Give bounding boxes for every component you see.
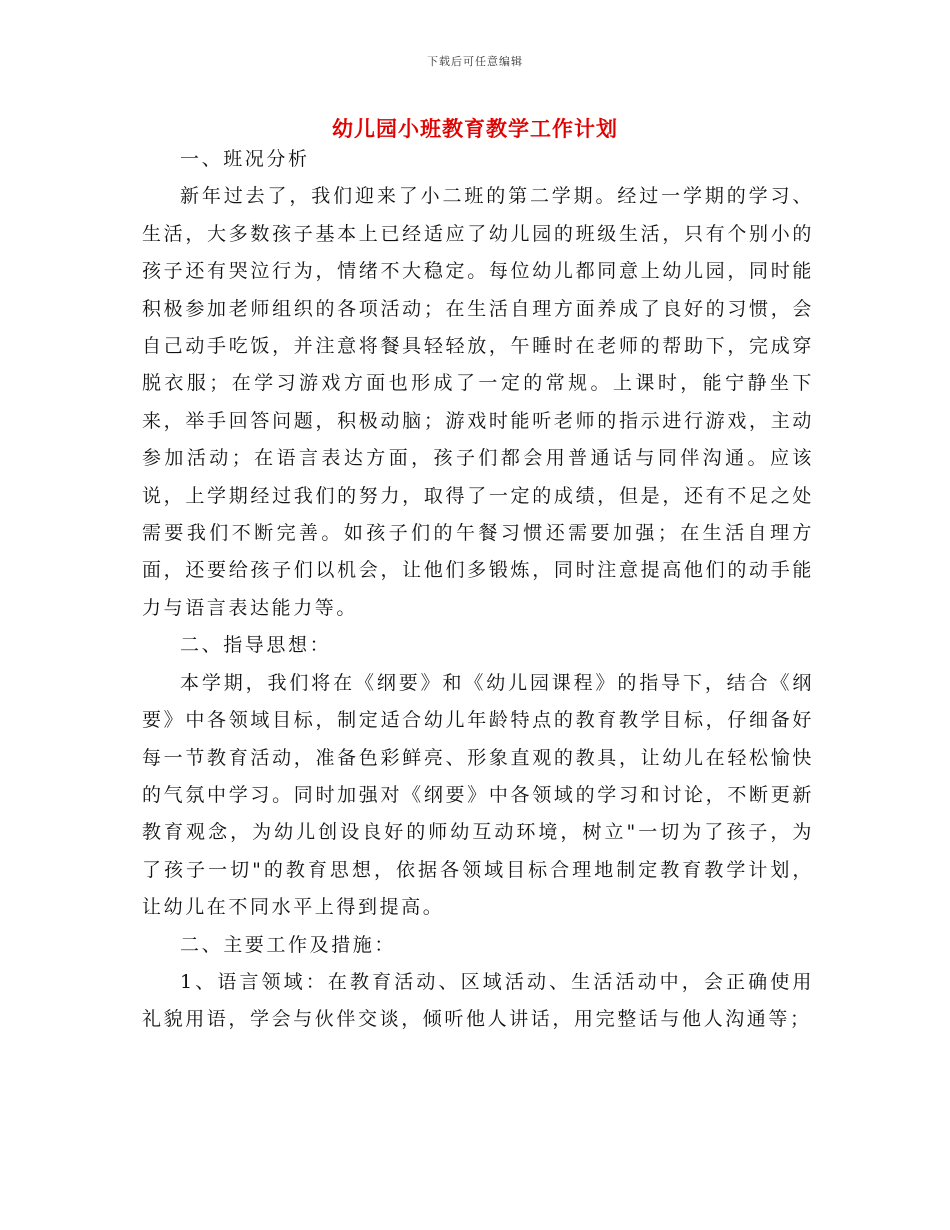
section-heading-guiding-ideology: 二、指导思想： <box>180 634 332 657</box>
paragraph-guiding-ideology: 本学期，我们将在《纲要》和《幼儿园课程》的指导下，结合《纲要》中各领域目标，制定适合幼儿年龄特点的教育教学目标，仔细备好每一节教育活动，准备色彩鲜亮、形象直观的教具，让幼儿在轻松愉快的气氛中学习。同时加强对《纲要》中各领域的学习和讨论，不断更新教育观念，为幼儿创设良好的师幼互动环境，树立"一切为了孩子，为了孩子一切"的教育思想，依据各领域目标合理地制定教育教学计划，让幼儿在不同水平上得到提高。 <box>142 671 814 919</box>
paragraph-class-analysis: 新年过去了，我们迎来了小二班的第二学期。经过一学期的学习、生活，大多数孩子基本上已经适应了幼儿园的班级生活，只有个别小的孩子还有哭泣行为，情绪不大稳定。每位幼儿都同意上幼儿园，同时能积极参加老师组织的各项活动；在生活自理方面养成了良好的习惯，会自己动手吃饭，并注意将餐具轻轻放，午睡时在老师的帮助下，完成穿脱衣服；在学习游戏方面也形成了一定的常规。上课时，能宁静坐下来，举手回答问题，积极动脑；游戏时能听老师的指示进行游戏，主动参加活动；在语言表达方面，孩子们都会用普通话与同伴沟通。应该说，上学期经过我们的努力，取得了一定的成绩，但是，还有不足之处需要我们不断完善。如孩子们的午餐习惯还需要加强；在生活自理方面，还要给孩子们以机会，让他们多锻炼，同时注意提高他们的动手能力与语言表达能力等。 <box>142 185 814 619</box>
document-title: 幼儿园小班教育教学工作计划 <box>332 116 618 141</box>
paragraph-language-domain: 1、语言领域：在教育活动、区域活动、生活活动中，会正确使用礼貌用语，学会与伙伴交谈，倾听他人讲话，用完整话与他人沟通等； <box>142 970 814 1031</box>
section-heading-main-work: 二、主要工作及措施： <box>180 933 397 956</box>
document-body <box>142 141 814 1039</box>
page-header-note: 下载后可任意编辑 <box>427 55 523 68</box>
section-heading-class-analysis: 一、班况分析 <box>180 148 310 170</box>
